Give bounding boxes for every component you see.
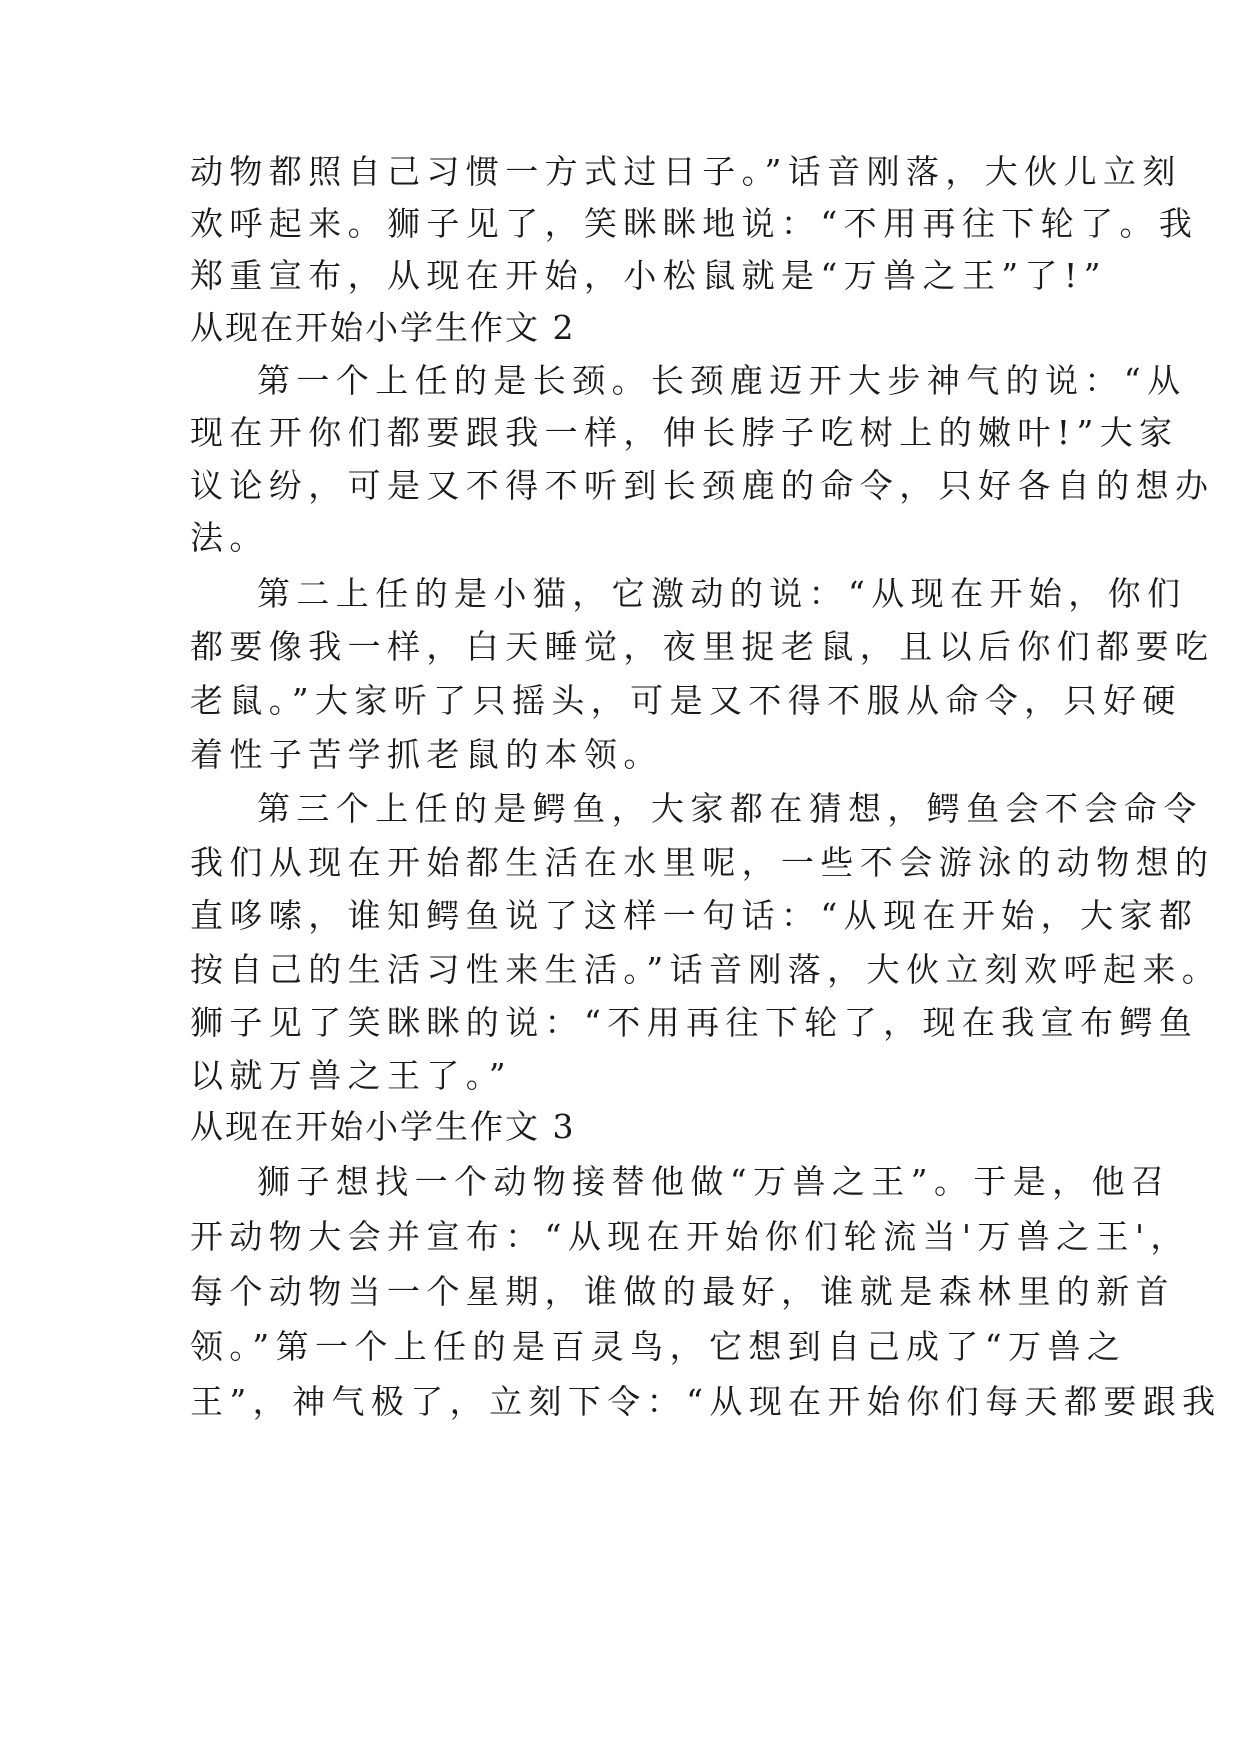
- text-line: 狮子想找一个动物接替他做“万兽之王”。于是，他召: [257, 1162, 1171, 1201]
- text-line: 每个动物当一个星期，谁做的最好，谁就是森林里的新首: [190, 1272, 1175, 1311]
- text-line: 狮子见了笑眯眯的说：“不用再往下轮了，现在我宣布鳄鱼: [190, 1003, 1199, 1042]
- text-line: 着性子苦学抓老鼠的本领。: [190, 735, 663, 774]
- text-line: 王”，神气极了，立刻下令：“从现在开始你们每天都要跟我: [190, 1382, 1222, 1421]
- text-line: 都要像我一样，白天睡觉，夜里捉老鼠，且以后你们都要吃: [190, 627, 1215, 666]
- text-line: 领。”第一个上任的是百灵鸟，它想到自己成了“万兽之: [190, 1327, 1127, 1366]
- text-line: 第三个上任的是鳄鱼，大家都在猜想，鳄鱼会不会命令: [257, 789, 1203, 828]
- text-line: 郑重宣布，从现在开始，小松鼠就是“万兽之王”了!”: [190, 256, 1107, 295]
- text-line: 现在开你们都要跟我一样，伸长脖子吃树上的嫩叶!”大家: [190, 413, 1179, 452]
- text-line: 按自己的生活习性来生活。”话音刚落，大伙立刻欢呼起来。: [190, 950, 1222, 989]
- text-line: 我们从现在开始都生活在水里呢，一些不会游泳的动物想的: [190, 843, 1215, 882]
- text-line: 第一个上任的是长颈。长颈鹿迈开大步神气的说：“从: [257, 361, 1187, 400]
- text-line: 老鼠。”大家听了只摇头，可是又不得不服从命令，只好硬: [190, 681, 1182, 720]
- text-line: 开动物大会并宣布：“从现在开始你们轮流当'万兽之王'，: [190, 1217, 1190, 1256]
- text-line: 动物都照自己习惯一方式过日子。”话音刚落，大伙儿立刻: [190, 152, 1182, 191]
- text-line: 第二上任的是小猫，它激动的说：“从现在开始，你们: [257, 574, 1187, 613]
- text-line: 议论纷，可是又不得不听到长颈鹿的命令，只好各自的想办: [190, 466, 1215, 505]
- text-line: 直哆嗦，谁知鳄鱼说了这样一句话：“从现在开始，大家都: [190, 896, 1199, 935]
- text-line: 法。: [190, 518, 269, 557]
- section-heading: 从现在开始小学生作文 3: [190, 1107, 576, 1146]
- section-heading: 从现在开始小学生作文 2: [190, 308, 576, 347]
- text-line: 以就万兽之王了。”: [190, 1056, 512, 1095]
- text-line: 欢呼起来。狮子见了，笑眯眯地说：“不用再往下轮了。我: [190, 204, 1199, 243]
